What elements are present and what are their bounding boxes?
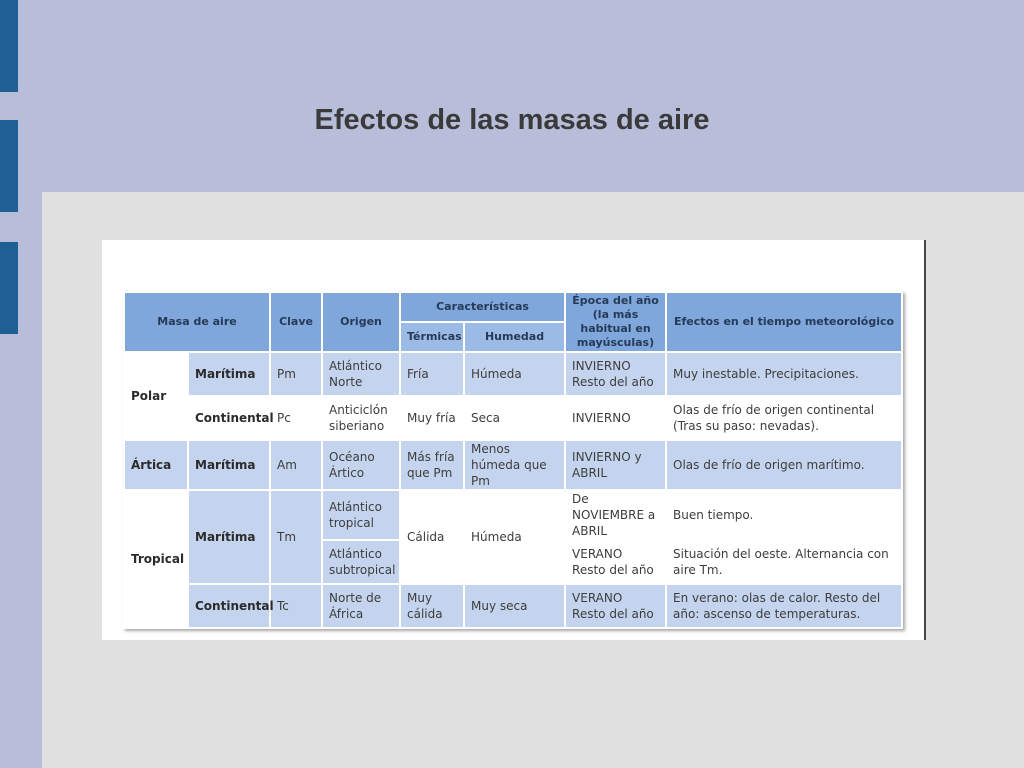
- cell-humedad: Húmeda: [464, 352, 565, 396]
- cell-tipo: Marítima: [188, 352, 270, 396]
- cell-origen: Atlántico Norte: [322, 352, 400, 396]
- cell-clave: Pc: [270, 396, 322, 440]
- cell-epoca: VERANO Resto del año: [565, 584, 666, 628]
- cell-origen: Océano Ártico: [322, 440, 400, 490]
- cell-epoca: INVIERNO Resto del año: [565, 352, 666, 396]
- cell-efectos: Buen tiempo.: [666, 490, 902, 540]
- cell-clave: Tc: [270, 584, 322, 628]
- side-bar-accent: [0, 0, 18, 92]
- cell-group: Polar: [124, 352, 188, 440]
- table-image-frame: [102, 240, 926, 640]
- cell-clave: Pm: [270, 352, 322, 396]
- air-masses-table: [123, 291, 903, 629]
- cell-efectos: Muy inestable. Precipitaciones.: [666, 352, 902, 396]
- cell-efectos: Olas de frío de origen continental (Tras su paso: nevadas).: [666, 396, 902, 440]
- header-clave: Clave: [270, 292, 322, 352]
- cell-origen: Anticiclón siberiano: [322, 396, 400, 440]
- header-caracteristicas: Características: [400, 292, 565, 322]
- header-termicas: Térmicas: [400, 322, 464, 352]
- header-humedad: Humedad: [464, 322, 565, 352]
- cell-tipo: Continental: [188, 396, 270, 440]
- cell-epoca: INVIERNO y ABRIL: [565, 440, 666, 490]
- cell-termicas: Más fría que Pm: [400, 440, 464, 490]
- cell-epoca: VERANO Resto del año: [565, 540, 666, 584]
- cell-humedad: Menos húmeda que Pm: [464, 440, 565, 490]
- table-row: [124, 352, 902, 396]
- table-row: [124, 584, 902, 628]
- cell-origen: Atlántico tropical: [322, 490, 400, 540]
- cell-group: Tropical: [124, 490, 188, 628]
- header-efectos: Efectos en el tiempo meteorológico: [666, 292, 902, 352]
- cell-humedad: Húmeda: [464, 490, 565, 584]
- header-masa: Masa de aire: [124, 292, 270, 352]
- cell-termicas: Fría: [400, 352, 464, 396]
- cell-humedad: Muy seca: [464, 584, 565, 628]
- cell-clave: Am: [270, 440, 322, 490]
- cell-tipo: Marítima: [188, 490, 270, 584]
- cell-efectos: Situación del oeste. Alternancia con aire Tm.: [666, 540, 902, 584]
- cell-efectos: Olas de frío de origen marítimo.: [666, 440, 902, 490]
- cell-epoca: De NOVIEMBRE a ABRIL: [565, 490, 666, 540]
- table-row: [124, 396, 902, 440]
- cell-termicas: Muy cálida: [400, 584, 464, 628]
- table-row: [124, 440, 902, 490]
- header-origen: Origen: [322, 292, 400, 352]
- slide-title: Efectos de las masas de aire: [314, 104, 710, 136]
- cell-origen: Norte de África: [322, 584, 400, 628]
- cell-tipo: Continental: [188, 584, 270, 628]
- cell-clave: Tm: [270, 490, 322, 584]
- cell-epoca: INVIERNO: [565, 396, 666, 440]
- cell-humedad: Seca: [464, 396, 565, 440]
- table-row: [124, 490, 902, 540]
- cell-origen: Atlántico subtropical: [322, 540, 400, 584]
- cell-efectos: En verano: olas de calor. Resto del año: ascenso de temperaturas.: [666, 584, 902, 628]
- header-epoca: Época del año (la más habitual en mayúsculas): [565, 292, 666, 352]
- cell-termicas: Cálida: [400, 490, 464, 584]
- cell-group: Ártica: [124, 440, 188, 490]
- cell-tipo: Marítima: [188, 440, 270, 490]
- cell-termicas: Muy fría: [400, 396, 464, 440]
- side-bar-accent: [0, 242, 18, 334]
